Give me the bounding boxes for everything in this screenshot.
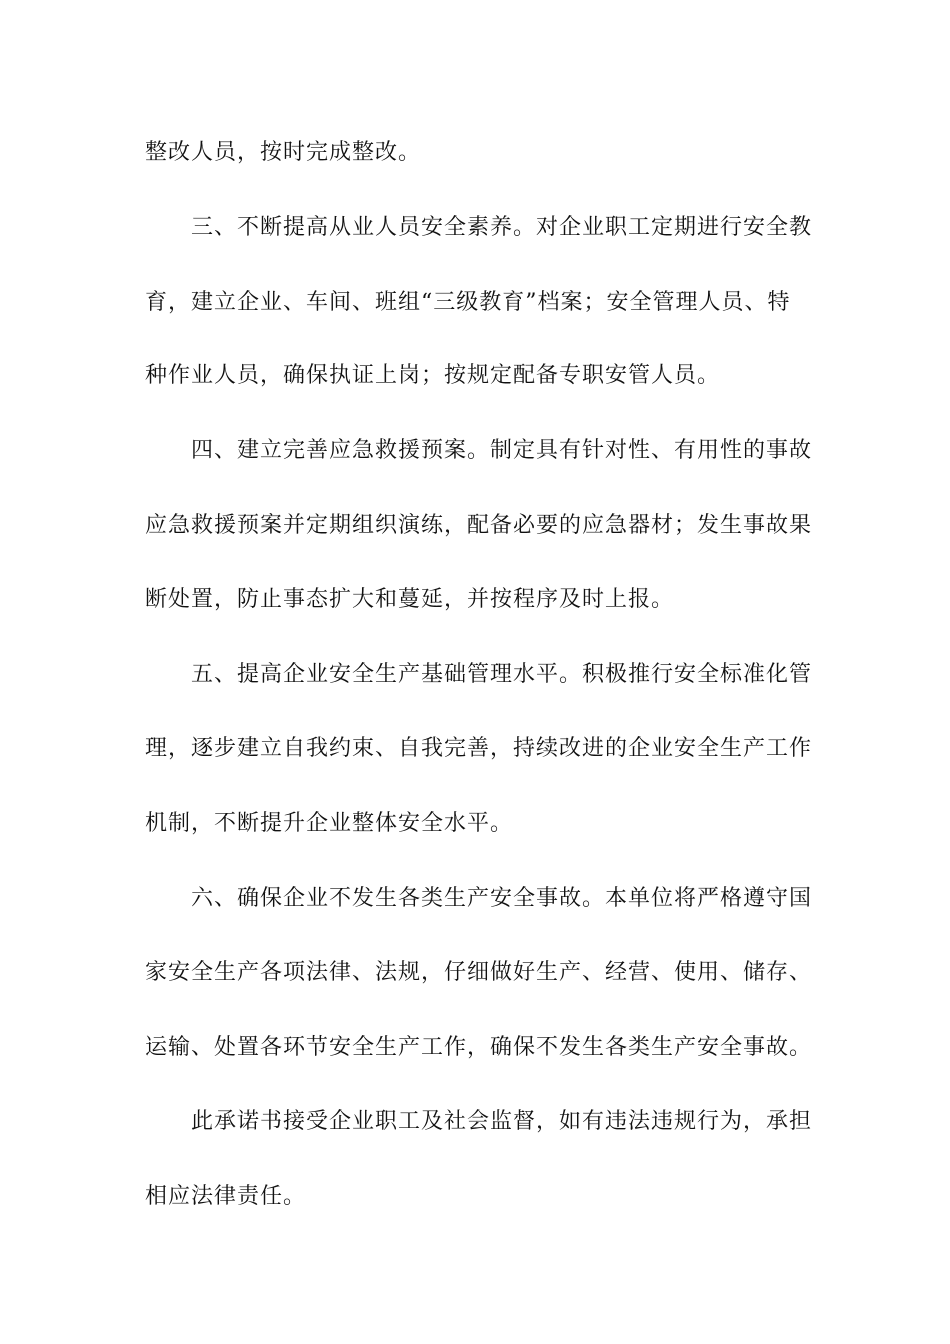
section-six-heading-line: 六、确保企业不发生各类生产安全事故。本单位将严格遵守国 <box>191 886 813 911</box>
section-six-line: 运输、处置各环节安全生产工作，确保不发生各类生产安全事故。 <box>145 1035 813 1060</box>
closing-statement-line: 此承诺书接受企业职工及社会监督，如有违法违规行为，承担 <box>191 1109 813 1134</box>
section-four-line: 断处置，防止事态扩大和蔓延，并按程序及时上报。 <box>145 587 675 612</box>
section-four-heading-line: 四、建立完善应急救援预案。制定具有针对性、有用性的事故 <box>191 438 813 463</box>
closing-statement-line: 相应法律责任。 <box>145 1184 307 1209</box>
section-five-heading-line: 五、提高企业安全生产基础管理水平。积极推行安全标准化管 <box>191 662 813 687</box>
section-three-line: 育，建立企业、车间、班组“三级教育”档案；安全管理人员、特 <box>145 290 791 315</box>
section-five-line: 机制，不断提升企业整体安全水平。 <box>145 811 514 836</box>
section-three-line: 种作业人员，确保执证上岗；按规定配备专职安管人员。 <box>145 363 721 388</box>
section-four-line: 应急救援预案并定期组织演练，配备必要的应急器材；发生事故果 <box>145 513 813 538</box>
section-three-heading-line: 三、不断提高从业人员安全素养。对企业职工定期进行安全教 <box>191 215 813 240</box>
text-line-continuation: 整改人员，按时完成整改。 <box>145 140 422 165</box>
section-five-line: 理，逐步建立自我约束、自我完善，持续改进的企业安全生产工作 <box>145 736 813 761</box>
section-six-line: 家安全生产各项法律、法规，仔细做好生产、经营、使用、储存、 <box>145 960 813 985</box>
